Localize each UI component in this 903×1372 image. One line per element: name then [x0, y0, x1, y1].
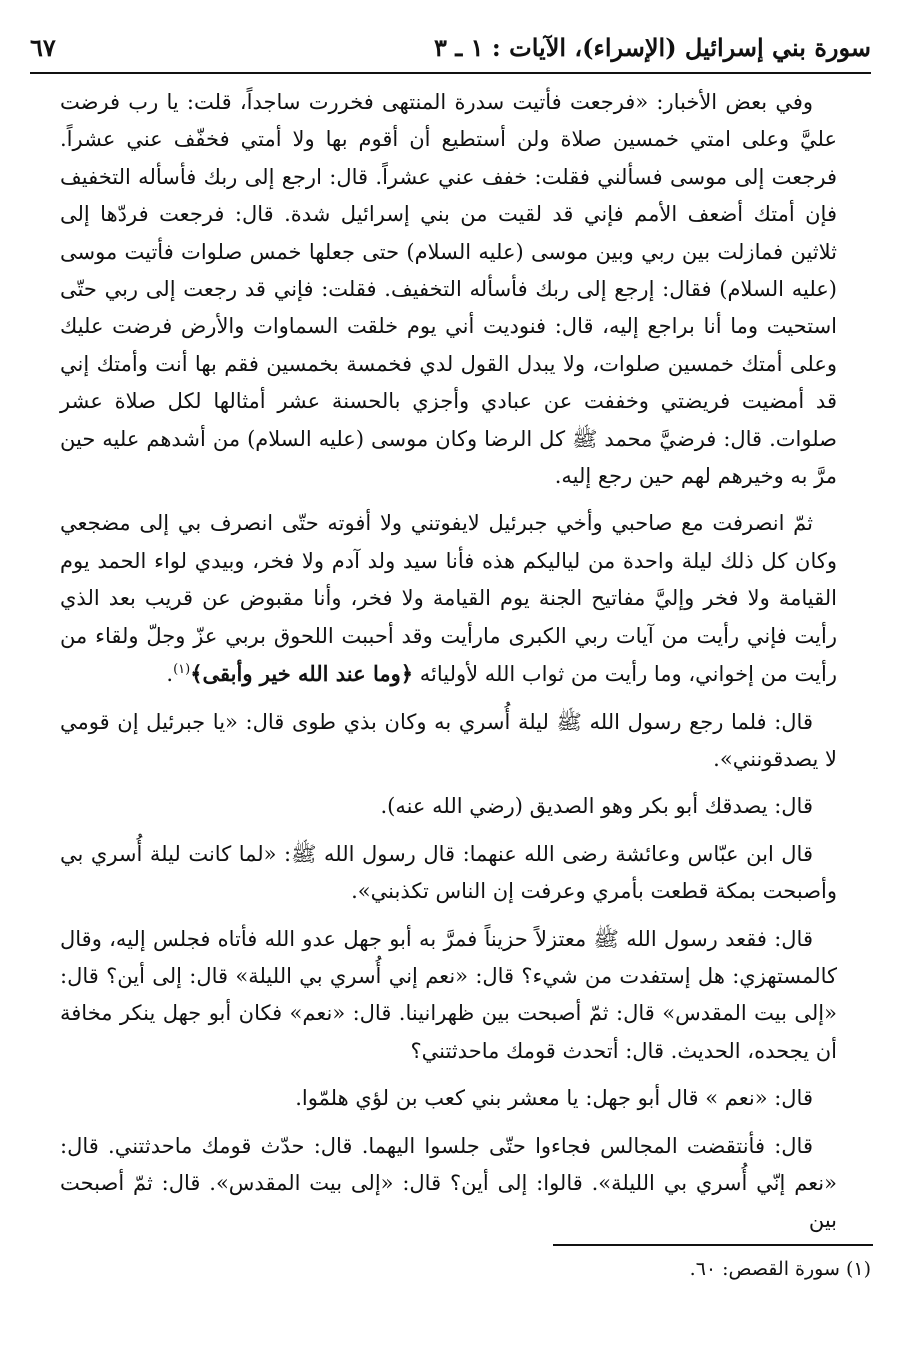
header-rule [30, 72, 871, 74]
footnote-number: (١) [845, 1258, 871, 1280]
paragraph: وفي بعض الأخبار: «فرجعت فأتيت سدرة المنتهى فخررت ساجداً، قلت: يا رب فرضت عليَّ وعلى امتي خمسين صلاة ولن أستطيع أن أقوم بها ولا أمتي فخفّف عني عشراً. فرجعت إلى موسى فسألني فقلت: خفف عني عشراً. قال: ارجع إلى ربك فأسأله التخفيف فإن أمتك أضعف الأمم فإني قد لقيت من بني إسرائيل شدة. قال: فرجعت فردّها إلى ثلاثين فمازلت بين ربي وبين موسى (عليه السلام) حتى جعلها خمس صلوات فأتيت موسى (عليه السلام) فقال: إرجع إلى ربك فأسأله التخفيف. فقلت: فإني قد رجعت إلى ربي حتّى استحيت وما أنا براجع إليه، قال: فنوديت أني يوم خلقت السماوات والأرض فرضت عليك وعلى أمتك خمسين صلوات، ولا يبدل القول لدي فخمسة بخمسين فقم بها أنت وأمتك إني قد أمضيت فريضتي وخففت عن عبادي وأجزي بالحسنة عشر أمثالها لكل صلاة عشر صلوات. قال: فرضيَّ محمد ﷺ كل الرضا وكان موسى (عليه السلام) من أشدهم عليه حين مرَّ به وخيرهم لهم حين رجع إليه. [60, 90, 837, 489]
running-title: سورة بني إسرائيل (الإسراء)، الآيات : ١ ـ ٣ [434, 32, 871, 62]
paragraph-text: ثمّ انصرفت مع صاحبي وأخي جبرئيل لايفوتني ولا أفوته حتّى انصرف بي إلى مضجعي وكان كل ذلك ليلة واحدة من لياليكم هذه فأنا سيد ولد آدم ولا فخر، وبيدي لواء الحمد يوم القيامة ولا فخر وإليَّ مفاتيح الجنة يوم القيامة ولا فخر، وأنا مقبوض عن قريب بعد الذي رأيت فإني رأيت من آيات ربي الكبرى مارأيت وقد أحببت اللحوق بربي عزّ وجلّ ولقاء من رأيت من إخواني، وما رأيت من ثواب الله لأوليائه [60, 511, 837, 687]
footnote-rule [553, 1244, 873, 1246]
page-header [30, 22, 871, 72]
paragraph: قال ابن عبّاس وعائشة رضى الله عنهما: قال رسول الله ﷺ: «لما كانت ليلة أُسري بي وأصبحت بمكة قطعت بأمري وعرفت إن الناس تكذبني». [60, 841, 837, 904]
paragraph: ثمّ انصرفت مع صاحبي وأخي جبرئيل لايفوتني ولا أفوته حتّى انصرف بي إلى مضجعي وكان كل ذلك ليلة واحدة من لياليكم هذه فأنا سيد ولد آدم ولا فخر، وبيدي لواء الحمد يوم القيامة ولا فخر وإليَّ مفاتيح الجنة يوم القيامة ولا فخر، وأنا مقبوض عن قريب بعد الذي رأيت فإني رأيت من آيات ربي الكبرى مارأيت وقد أحببت اللحوق بربي عزّ وجلّ ولقاء من رأيت من إخواني، وما رأيت من ثواب الله لأوليائه ﴿وما عند الله خير وأبقى﴾$^{(١)}$. [60, 511, 837, 687]
page-number: ٦٧ [30, 32, 56, 62]
footnote [690, 1255, 871, 1283]
footnote-reference: (١) [173, 662, 191, 678]
paragraph: قال: «نعم » قال أبو جهل: يا معشر بني كعب بن لؤي هلمّوا. [295, 1086, 813, 1111]
footnote-text: سورة القصص: ٦٠. [689, 1258, 840, 1280]
quran-quote: ﴿وما عند الله خير وأبقى﴾ [190, 661, 414, 687]
main-text [60, 84, 837, 1240]
paragraph: قال: يصدقك أبو بكر وهو الصديق (رضي الله عنه). [380, 794, 813, 819]
paragraph: قال: فقعد رسول الله ﷺ معتزلاً حزيناً فمرَّ به أبو جهل عدو الله فأتاه فجلس إليه، وقال كالمستهزي: هل إستفدت من شيء؟ قال: «نعم إني أُسري بي الليلة» قال: إلى أين؟ قال: «إلى بيت المقدس» قال: ثمّ أصبحت بين ظهرانينا. قال: «نعم» فكان أبو جهل ينكر مخافة أن يجحده، الحديث. قال: أتحدث قومك ماحدثتني؟ [60, 926, 837, 1063]
paragraph: قال: فأنتقضت المجالس فجاءوا حتّى جلسوا اليهما. قال: حدّث قومك ماحدثتني. قال: «نعم إنّي أُسري بي الليلة». قالوا: إلى أين؟ قال: «إلى بيت المقدس». قال: ثمّ أصبحت بين [60, 1133, 837, 1233]
paragraph: قال: فلما رجع رسول الله ﷺ ليلة أُسري به وكان بذي طوى قال: «يا جبرئيل إن قومي لا يصدقونني». [60, 709, 837, 771]
